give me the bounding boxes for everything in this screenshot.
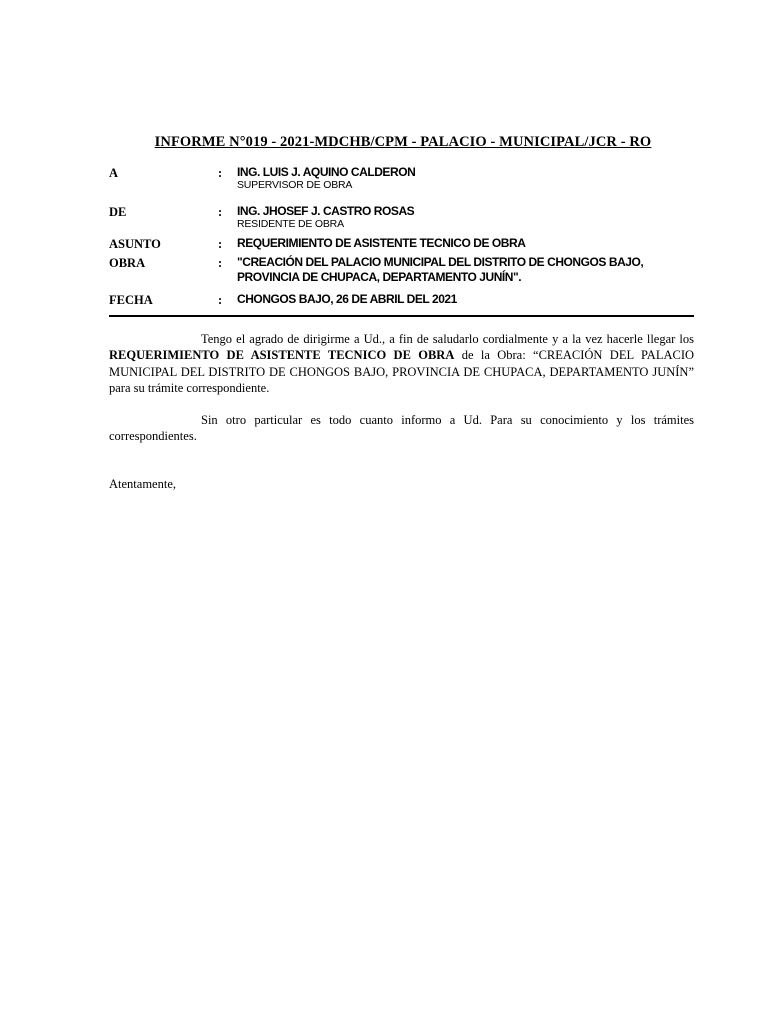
paragraph-2-text: Sin otro particular es todo cuanto informo a Ud. Para su conocimiento y los trámites correspondientes. xyxy=(109,413,694,444)
field-label-de: DE xyxy=(109,205,127,219)
field-colon-de: : xyxy=(218,205,223,219)
field-colon-fecha: : xyxy=(218,293,223,307)
paragraph-1-rest: de la Obra: “CREACIÓN DEL PALACIO MUNICIPAL DEL DISTRITO DE CHONGOS BAJO, PROVINCIA DE CHUPACA, DEPARTAMENTO JUNÍN” para su trámite correspondiente. xyxy=(109,348,695,395)
field-label-a: A xyxy=(109,166,119,180)
field-colon-a: : xyxy=(218,166,223,180)
field-value-de: ING. JHOSEF J. CASTRO ROSAS xyxy=(237,204,415,218)
closing-salutation: Atentamente, xyxy=(109,477,176,491)
field-sub-de: RESIDENTE DE OBRA xyxy=(237,218,344,230)
field-colon-asunto: : xyxy=(218,237,223,251)
field-value-a: ING. LUIS J. AQUINO CALDERON xyxy=(237,165,416,179)
field-value-asunto: REQUERIMIENTO DE ASISTENTE TECNICO DE OBRA xyxy=(237,236,526,250)
report-title: INFORME N°019 - 2021-MDCHB/CPM - PALACIO - MUNICIPAL/JCR - RO xyxy=(154,134,652,150)
header-divider xyxy=(109,315,694,317)
body-paragraph-1 xyxy=(109,331,694,396)
field-colon-obra: : xyxy=(218,256,223,270)
paragraph-1-intro: Tengo el agrado de dirigirme a Ud., a fin de saludarlo cordialmente y a la vez hacerle llegar los xyxy=(201,332,694,346)
paragraph-1-bold-subject: REQUERIMIENTO DE ASISTENTE TECNICO DE OBRA xyxy=(109,348,455,363)
field-label-fecha: FECHA xyxy=(109,293,153,307)
field-value-obra: "CREACIÓN DEL PALACIO MUNICIPAL DEL DISTRITO DE CHONGOS BAJO, PROVINCIA DE CHUPACA, DEPARTAMENTO JUNÍN". xyxy=(237,255,644,284)
field-label-obra: OBRA xyxy=(109,256,146,270)
field-value-fecha: CHONGOS BAJO, 26 DE ABRIL DEL 2021 xyxy=(237,292,457,306)
body-paragraph-2 xyxy=(109,412,694,445)
field-label-asunto: ASUNTO xyxy=(109,237,161,251)
field-sub-a: SUPERVISOR DE OBRA xyxy=(237,179,353,191)
